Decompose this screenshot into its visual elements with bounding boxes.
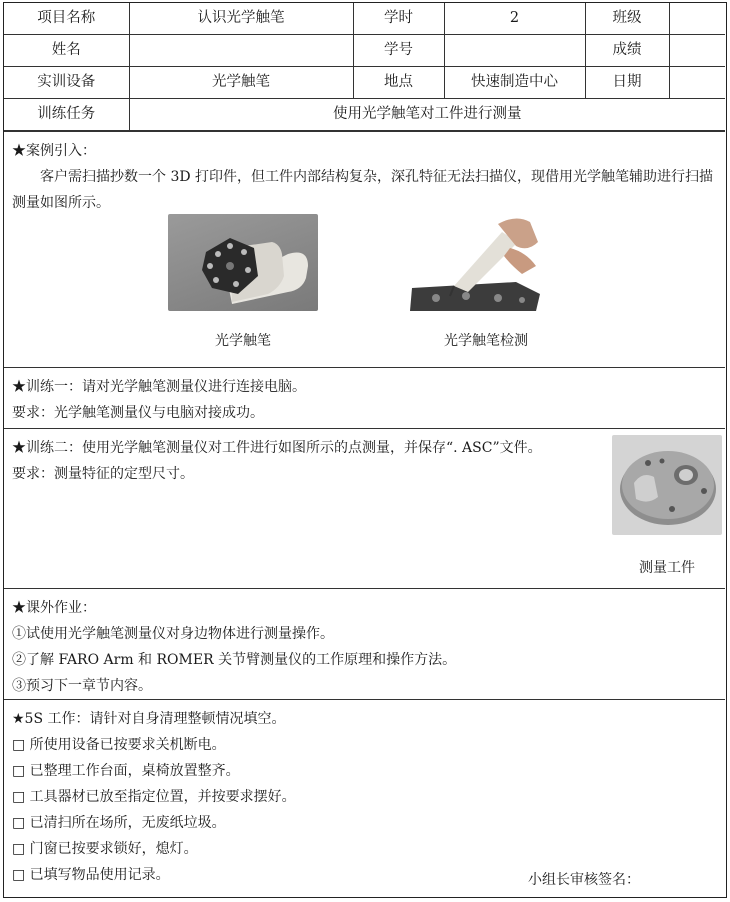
hours-label: 学时 bbox=[353, 3, 444, 35]
score-label: 成绩 bbox=[585, 35, 669, 67]
workpiece-illustration bbox=[612, 435, 722, 535]
location-value: 快速制造中心 bbox=[444, 67, 585, 99]
date-field[interactable] bbox=[669, 67, 725, 99]
homework-item: ①试使用光学触笔测量仪对身边物体进行测量操作。 bbox=[12, 626, 334, 642]
worksheet bbox=[3, 2, 727, 898]
caption-workpiece: 测量工件 bbox=[639, 560, 695, 576]
case-body: 客户需扫描抄数一个 3D 打印件，但工件内部结构复杂，深孔特征无法扫描仪，现借用光学触笔辅助进行扫描测量如图所示。 bbox=[12, 169, 714, 211]
homework-item: ②了解 FARO Arm 和 ROMER 关节臂测量仪的工作原理和操作方法。 bbox=[12, 652, 457, 668]
stylus-inspection-photo bbox=[406, 212, 546, 311]
homework-item: ③预习下一章节内容。 bbox=[12, 678, 152, 694]
training2-heading: ★训练二：使用光学触笔测量仪对工件进行如图所示的点测量，并保存“. ASC”文件。 bbox=[12, 440, 542, 456]
student-id-label: 学号 bbox=[353, 35, 444, 67]
task-value: 使用光学触笔对工件进行测量 bbox=[129, 99, 725, 131]
five-s-checkbox-item[interactable]: □ 已清扫所在场所，无废纸垃圾。 bbox=[12, 815, 226, 831]
equipment-value: 光学触笔 bbox=[129, 67, 353, 99]
five-s-section bbox=[4, 699, 725, 899]
header-table bbox=[4, 3, 725, 131]
leader-signature-label: 小组长审核签名： bbox=[528, 872, 640, 888]
stylus-inspection-illustration bbox=[406, 212, 546, 311]
name-label: 姓名 bbox=[4, 35, 129, 67]
five-s-checkbox-item[interactable]: □ 门窗已按要求锁好，熄灯。 bbox=[12, 841, 198, 857]
homework-heading: ★课外作业： bbox=[12, 600, 96, 616]
training1-heading: ★训练一：请对光学触笔测量仪进行连接电脑。 bbox=[12, 379, 306, 395]
class-label: 班级 bbox=[585, 3, 669, 35]
optical-stylus-illustration bbox=[168, 214, 318, 311]
hours-value: 2 bbox=[444, 3, 585, 35]
caption-stylus-inspection: 光学触笔检测 bbox=[444, 333, 528, 349]
five-s-heading: ★5S 工作：请针对自身清理整顿情况填空。 bbox=[12, 711, 286, 727]
date-label: 日期 bbox=[585, 67, 669, 99]
student-id-field[interactable] bbox=[444, 35, 585, 67]
case-heading: ★案例引入： bbox=[12, 143, 96, 159]
optical-stylus-photo bbox=[168, 214, 318, 311]
equipment-label: 实训设备 bbox=[4, 67, 129, 99]
training1-section bbox=[4, 367, 725, 428]
workpiece-photo bbox=[612, 435, 722, 535]
project-name-value: 认识光学触笔 bbox=[129, 3, 353, 35]
name-value-field[interactable] bbox=[129, 35, 353, 67]
five-s-checkbox-item[interactable]: □ 已整理工作台面，桌椅放置整齐。 bbox=[12, 763, 240, 779]
class-value-field[interactable] bbox=[669, 3, 725, 35]
location-label: 地点 bbox=[353, 67, 444, 99]
five-s-checkbox-item[interactable]: □ 工具器材已放至指定位置，并按要求摆好。 bbox=[12, 789, 296, 805]
caption-optical-stylus: 光学触笔 bbox=[215, 333, 271, 349]
five-s-checkbox-item[interactable]: □ 所使用设备已按要求关机断电。 bbox=[12, 737, 226, 753]
homework-section bbox=[4, 588, 725, 699]
case-section bbox=[4, 131, 725, 367]
project-name-label: 项目名称 bbox=[4, 3, 129, 35]
training2-requirement: 要求：测量特征的定型尺寸。 bbox=[12, 466, 194, 482]
task-label: 训练任务 bbox=[4, 99, 129, 131]
training2-section bbox=[4, 428, 725, 588]
training1-requirement: 要求：光学触笔测量仪与电脑对接成功。 bbox=[12, 405, 264, 421]
five-s-checkbox-item[interactable]: □ 已填写物品使用记录。 bbox=[12, 867, 170, 883]
score-field[interactable] bbox=[669, 35, 725, 67]
